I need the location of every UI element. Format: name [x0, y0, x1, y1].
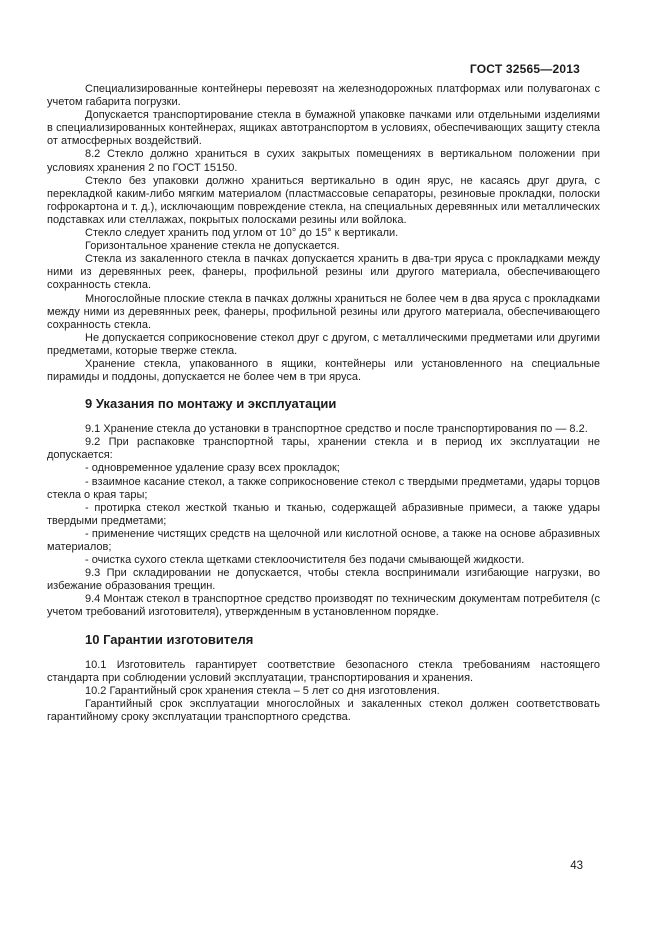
- page-header: [470, 60, 580, 78]
- list-item: - одновременное удаление сразу всех прокладок;: [85, 462, 340, 475]
- body-paragraph: 9.3 При складировании не допускается, чтобы стекла воспринимали изгибающие нагрузки, во избежание образования трещин.: [47, 567, 600, 593]
- body-paragraph: Стекло следует хранить под углом от 10° до 15° к вертикали.: [85, 227, 399, 240]
- body-paragraph: 9.2 При распаковке транспортной тары, хранении стекла и в период их эксплуатации не допускается:: [47, 436, 600, 462]
- list-item: - применение чистящих средств на щелочной или кислотной основе, а также на основе абразивных материалов;: [47, 527, 600, 553]
- body-paragraph: Не допускается соприкосновение стекол друг с другом, с металлическими предметами или другими предметами, которые тверже стекла.: [47, 331, 600, 357]
- body-paragraph: 10.1 Изготовитель гарантирует соответствие безопасного стекла требованиям настоящего стандарта при соблюдении условий эксплуатации, транспортирования и хранения.: [47, 658, 600, 684]
- body-paragraph: Гарантийный срок эксплуатации многослойных и закаленных стекол должен соответствовать гарантийному сроку эксплуатации транспортного средства.: [47, 697, 600, 723]
- doc-number: ГОСТ 32565—2013: [469, 62, 580, 76]
- section-heading: 10 Гарантии изготовителя: [85, 631, 254, 647]
- list-item: - взаимное касание стекол, а также соприкосновение стекол с твердыми предметами, удары торцов стекла о края тары;: [47, 475, 600, 501]
- body-paragraph: 9.4 Монтаж стекол в транспортное средство производят по техническим документам потребителя (с учетом требований изготовителя), утвержденным в установленном порядке.: [47, 593, 600, 619]
- body-paragraph: Хранение стекла, упакованного в ящики, контейнеры или установленного на специальные пирамиды и поддоны, допускается не более чем в три яруса.: [47, 357, 600, 384]
- body-paragraph: Специализированные контейнеры перевозят на железнодорожных платформах или полувагонах с учетом габарита погрузки.: [47, 83, 600, 109]
- section-heading: 9 Указания по монтажу и эксплуатации: [85, 396, 337, 412]
- list-item: - очистка сухого стекла щетками стеклоочистителя без подачи смывающей жидкости.: [85, 554, 525, 567]
- document-body: [47, 83, 600, 724]
- list-item: - протирка стекол жесткой тканью и тканью, содержащей абразивные примеси, а также удары твердыми предметами;: [47, 501, 600, 527]
- body-paragraph: Стекло без упаковки должно храниться вертикально в один ярус, не касаясь друг друга, с перекладкой каким-либо мягким материалом (пластмассовые сепараторы, резиновые прокладки, полоски гофрокартона и т. д.), исключающим повреждение стекла, на специальных деревянных или металлических подставках или стеллажах, покрытых полосками резины или войлока.: [47, 174, 600, 226]
- body-paragraph: Горизонтальное хранение стекла не допускается.: [85, 240, 340, 253]
- body-paragraph: 9.1 Хранение стекла до установки в транспортное средство и после транспортирования по — 8.2.: [85, 423, 588, 436]
- page-number: 43: [570, 860, 583, 872]
- body-paragraph: Допускается транспортирование стекла в бумажной упаковке пачками или отдельными изделиями в специализированных контейнерах, ящиках автотранспортом в условиях, обеспечивающих защиту стекла от атмосферных воздействий.: [47, 109, 600, 148]
- body-paragraph: Многослойные плоские стекла в пачках должны храниться не более чем в два яруса с прокладками между ними из деревянных реек, фанеры, профильной резины или другого материала, обеспечивающего сохранность стекла.: [47, 292, 600, 331]
- page-footer: [570, 856, 583, 874]
- body-paragraph: 8.2 Стекло должно храниться в сухих закрытых помещениях в вертикальном положении при условиях хранения 2 по ГОСТ 15150.: [47, 148, 600, 174]
- body-paragraph: Стекла из закаленного стекла в пачках допускается хранить в два-три яруса с прокладками между ними из деревянных реек, фанеры, профильной резины или другого материала, обеспечивающего сохранность стекла.: [47, 253, 600, 292]
- body-paragraph: 10.2 Гарантийный срок хранения стекла – 5 лет со дня изготовления.: [85, 684, 440, 697]
